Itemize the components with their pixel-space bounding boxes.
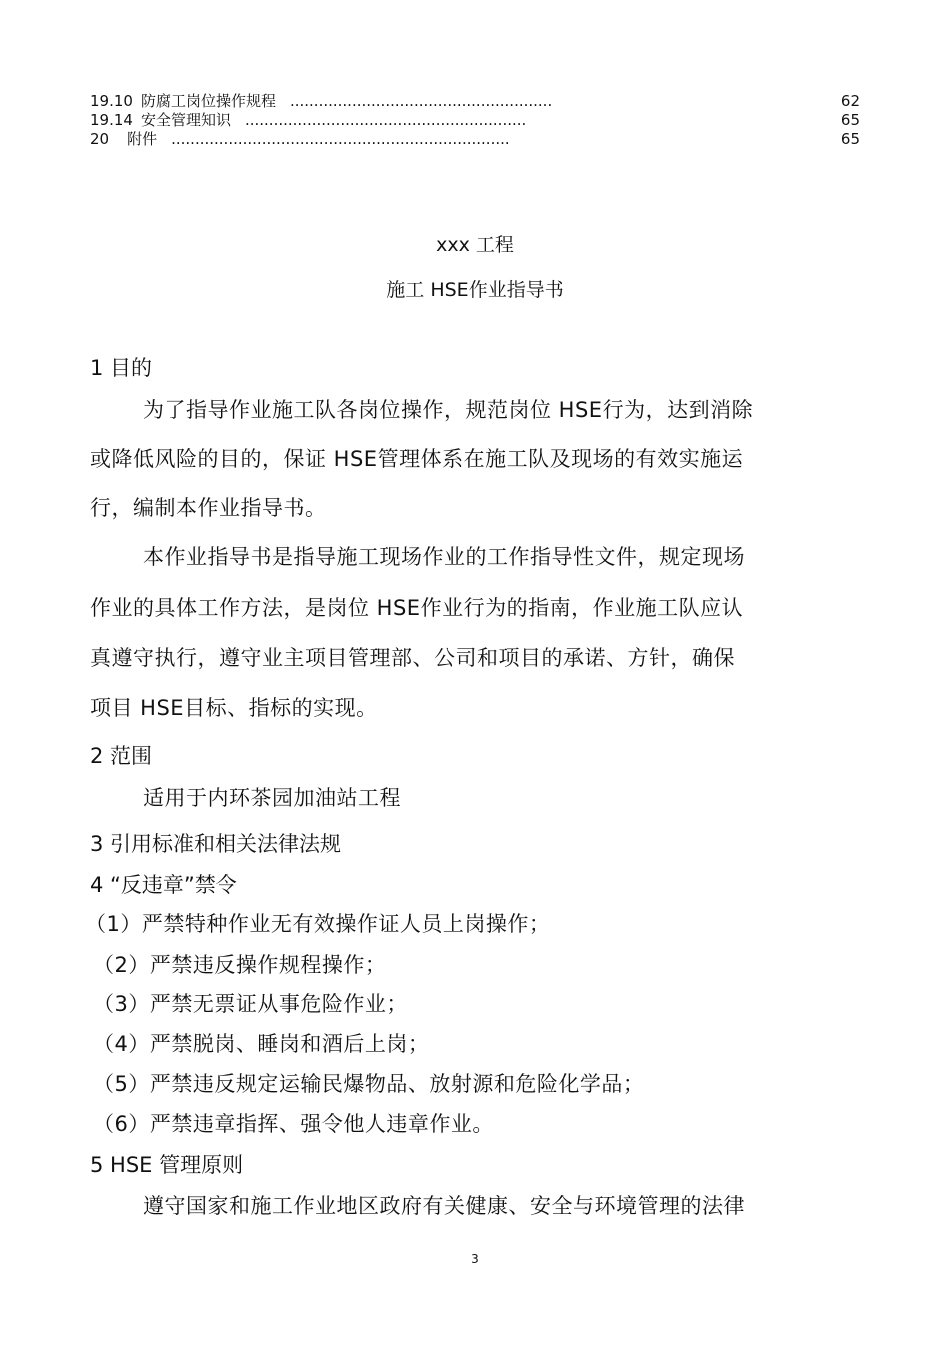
list-item: （2）严禁违反操作规程操作； — [93, 953, 387, 977]
toc-title: 安全管理知识 — [140, 111, 231, 129]
list-item: （6）严禁违章指挥、强令他人违章作业。 — [93, 1112, 494, 1136]
section-5-text: 遵守国家和施工作业地区政府有关健康、安全与环境管理的法律 — [143, 1194, 745, 1218]
toc-leader: ....................................................................... — [171, 130, 510, 148]
section-2-heading: 2 范围 — [90, 744, 153, 768]
toc-number: 19.14 — [90, 111, 133, 129]
toc-page: 62 — [840, 92, 860, 110]
toc-title: 防腐工岗位操作规程 — [140, 92, 276, 110]
section-5-heading: 5 HSE 管理原则 — [90, 1153, 244, 1177]
page-number: 3 — [471, 1252, 479, 1266]
document-subtitle: 施工 HSE作业指导书 — [386, 279, 564, 301]
list-item: （5）严禁违反规定运输民爆物品、放射源和危险化学品； — [93, 1072, 645, 1096]
toc-leader: ........................................................... — [244, 111, 527, 129]
toc-page: 65 — [840, 111, 860, 129]
toc-entry — [90, 92, 860, 110]
list-item: （3）严禁无票证从事危险作业； — [93, 992, 408, 1016]
section-3-heading: 3 引用标准和相关法律法规 — [90, 832, 342, 856]
toc-page: 65 — [840, 130, 860, 148]
toc-leader: ....................................................... — [289, 92, 553, 110]
section-4-heading: 4 “反违章”禁令 — [90, 873, 237, 897]
toc-entry — [90, 130, 860, 148]
toc-title: 附件 — [127, 130, 158, 148]
section-1-heading: 1 目的 — [90, 356, 153, 380]
paragraph-line: 为了指导作业施工队各岗位操作，规范岗位 HSE行为，达到消除 — [143, 398, 754, 422]
paragraph-line: 本作业指导书是指导施工现场作业的工作指导性文件，规定现场 — [143, 545, 745, 569]
toc-number: 19.10 — [90, 92, 133, 110]
list-item: （4）严禁脱岗、睡岗和酒后上岗； — [93, 1032, 430, 1056]
section-2-text: 适用于内环茶园加油站工程 — [143, 786, 401, 810]
paragraph-line: 真遵守执行，遵守业主项目管理部、公司和项目的承诺、方针，确保 — [90, 646, 735, 670]
toc-entry — [90, 111, 860, 129]
paragraph-line: 项目 HSE目标、指标的实现。 — [90, 696, 378, 720]
document-title: xxx 工程 — [436, 234, 514, 256]
list-item: （1）严禁特种作业无有效操作证人员上岗操作； — [85, 912, 551, 936]
paragraph-line: 作业的具体工作方法，是岗位 HSE作业行为的指南，作业施工队应认 — [90, 596, 744, 620]
toc-number: 20 — [90, 130, 110, 148]
paragraph-line: 或降低风险的目的，保证 HSE管理体系在施工队及现场的有效实施运 — [90, 447, 744, 471]
paragraph-line: 行，编制本作业指导书。 — [90, 496, 327, 520]
